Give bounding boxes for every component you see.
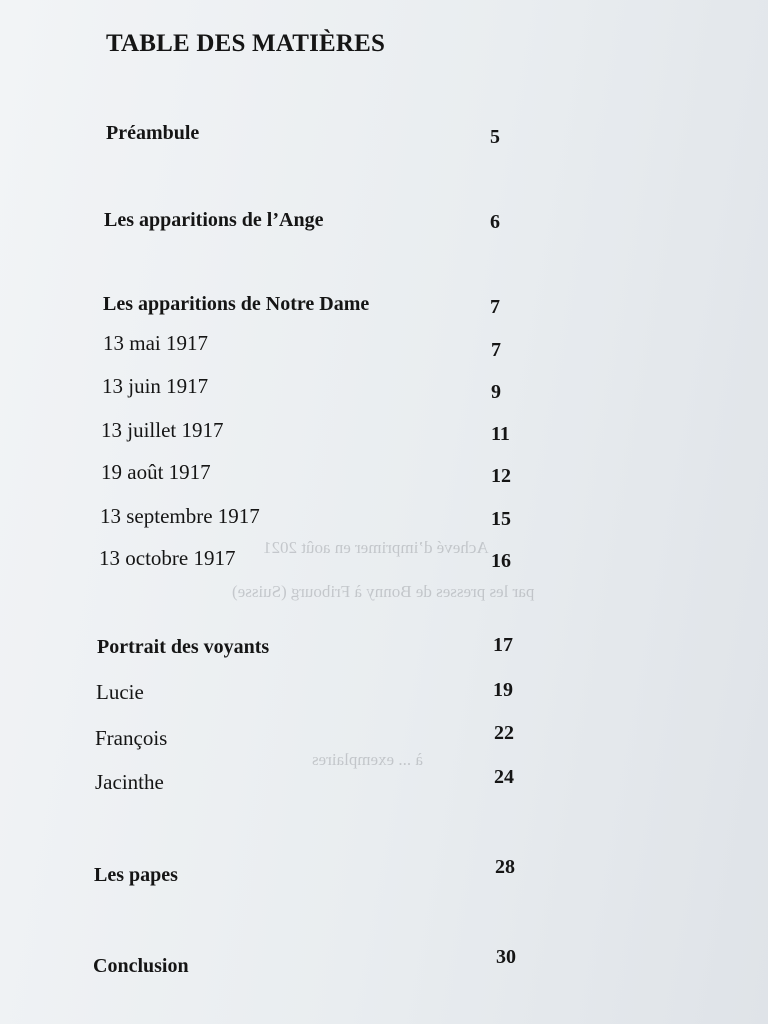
toc-entry-page: 7 <box>490 296 500 318</box>
toc-entry-label: 13 juin 1917 <box>102 374 209 398</box>
toc-entry-label: Les apparitions de Notre Dame <box>103 293 370 315</box>
toc-entry-label: Lucie <box>96 680 144 704</box>
toc-entry-page: 19 <box>493 679 513 701</box>
toc-entry-label: Portrait des voyants <box>97 636 270 658</box>
toc-entry-page: 5 <box>490 126 500 148</box>
toc-entry-label: 13 septembre 1917 <box>100 504 260 528</box>
show-through-text: à ... exemplaires <box>312 750 423 769</box>
toc-entry-page: 30 <box>496 946 516 968</box>
show-through-text: par les presses de Bonny à Fribourg (Suisse) <box>232 582 535 601</box>
toc-entry-label: 13 mai 1917 <box>103 331 208 355</box>
toc-entry-page: 28 <box>495 856 515 878</box>
toc-entry-page: 11 <box>491 423 510 445</box>
toc-entry-label: Préambule <box>106 122 200 144</box>
toc-entry-label: François <box>95 726 168 750</box>
toc-entry-page: 7 <box>491 339 501 361</box>
toc-entry-page: 16 <box>491 550 511 572</box>
toc-entry-label: Jacinthe <box>95 770 164 794</box>
toc-entry-label: 19 août 1917 <box>101 460 211 484</box>
toc-entry-page: 9 <box>491 381 501 403</box>
toc-entry-label: Les apparitions de l’Ange <box>104 209 324 231</box>
show-through-text: Achevé d’imprimer en août 2021 <box>263 538 489 557</box>
toc-entry-page: 22 <box>494 722 514 744</box>
page-title: TABLE DES MATIÈRES <box>106 30 386 57</box>
toc-entry-label: 13 octobre 1917 <box>99 546 236 570</box>
toc-entry-page: 17 <box>493 634 513 656</box>
toc-entry-page: 12 <box>491 465 511 487</box>
toc-entry-label: Conclusion <box>93 955 189 977</box>
toc-entry-page: 24 <box>494 766 514 788</box>
toc-entry-page: 6 <box>490 211 500 233</box>
toc-entry-label: 13 juillet 1917 <box>101 418 224 442</box>
toc-entry-label: Les papes <box>94 864 178 886</box>
toc-entry-page: 15 <box>491 508 511 530</box>
